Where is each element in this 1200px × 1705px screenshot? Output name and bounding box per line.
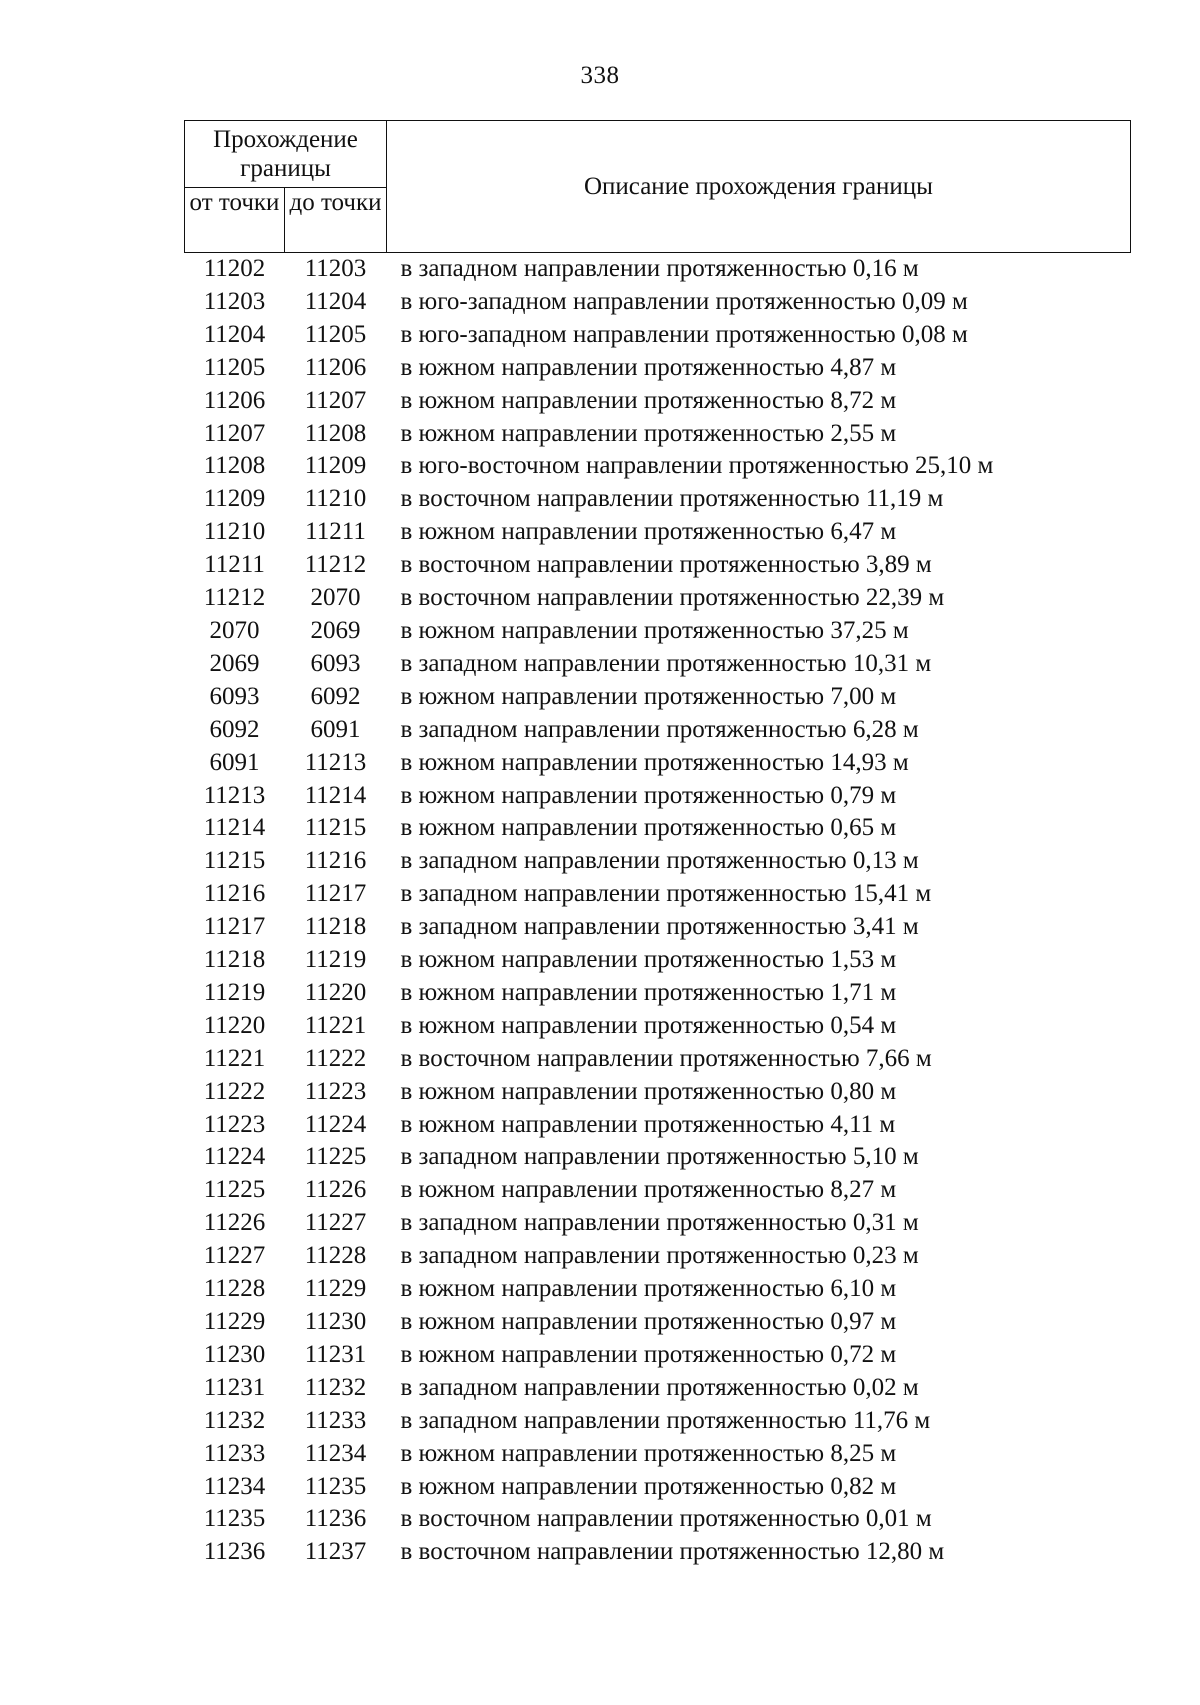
from-point-cell: 11210: [203, 518, 266, 546]
from-point-cell: 2069: [209, 649, 260, 677]
to-point-cell: 11210: [304, 485, 367, 513]
to-point-cell: 11235: [304, 1472, 367, 1500]
table-row: [185, 352, 1131, 385]
from-point-cell: 11230: [203, 1340, 266, 1368]
to-point-cell: 11205: [304, 320, 367, 348]
table-row: [185, 681, 1131, 714]
to-point-cell: 11206: [304, 353, 367, 381]
to-point-cell: 11227: [304, 1209, 367, 1237]
to-point-cell: 11219: [304, 946, 367, 974]
to-point-cell: 11213: [304, 748, 367, 776]
from-point-cell: 11225: [203, 1176, 266, 1204]
from-point-cell: 11213: [203, 781, 266, 809]
table-row: [185, 977, 1131, 1010]
from-point-cell: 11209: [203, 485, 266, 513]
to-point-cell: 11203: [304, 255, 367, 282]
from-point-cell: 6093: [209, 682, 260, 710]
to-point-cell: 6091: [310, 715, 361, 743]
from-point-cell: 11221: [203, 1044, 266, 1072]
to-point-cell: 11204: [304, 287, 367, 315]
description-cell: в западном направлении протяженностью 10,31 м: [400, 649, 932, 677]
from-point-cell: 11220: [203, 1011, 266, 1039]
table-row: [185, 1010, 1131, 1043]
to-point-cell: 11229: [304, 1275, 367, 1303]
to-point-cell: 2070: [310, 584, 361, 612]
from-point-cell: 11217: [203, 913, 266, 941]
to-point-cell: 6092: [310, 682, 361, 710]
from-point-cell: 11236: [203, 1538, 266, 1566]
table-row: [185, 648, 1131, 681]
description-cell: в юго-восточном направлении протяженностью 25,10 м: [400, 452, 994, 480]
to-point-cell: 11211: [305, 518, 366, 546]
table-header: [185, 121, 1131, 253]
description-cell: в южном направлении протяженностью 0,65 м: [400, 814, 897, 842]
description-cell: в южном направлении протяженностью 0,72 м: [400, 1340, 897, 1368]
from-point-cell: 11222: [203, 1077, 266, 1105]
description-cell: в южном направлении протяженностью 0,80 м: [400, 1077, 897, 1105]
from-point-cell: 11234: [203, 1472, 266, 1500]
to-point-cell: 11232: [304, 1373, 367, 1401]
description-cell: в восточном направлении протяженностью 3,89 м: [400, 551, 932, 579]
from-point-cell: 11215: [203, 847, 266, 875]
table-row: [185, 1207, 1131, 1240]
to-point-cell: 11216: [304, 847, 367, 875]
from-point-cell: 11219: [203, 978, 266, 1006]
to-point-cell: 11234: [304, 1439, 367, 1467]
table-row: [185, 319, 1131, 352]
to-point-cell: 6093: [310, 649, 361, 677]
to-point-cell: 11215: [304, 814, 367, 842]
description-cell: в юго-западном направлении протяженностью 0,09 м: [400, 287, 968, 315]
to-point-cell: 11218: [304, 913, 367, 941]
to-point-cell: 11226: [304, 1176, 367, 1204]
description-cell: в южном направлении протяженностью 4,87 м: [400, 353, 897, 381]
table-row: [185, 1438, 1131, 1471]
from-point-cell: 11206: [203, 386, 266, 414]
description-cell: в южном направлении протяженностью 0,82 м: [400, 1472, 897, 1500]
from-point-cell: 11212: [203, 584, 266, 612]
from-point-cell: 11203: [203, 287, 266, 315]
description-cell: в южном направлении протяженностью 8,25 м: [400, 1439, 897, 1467]
table-row: [185, 1339, 1131, 1372]
description-cell: в южном направлении протяженностью 7,00 м: [400, 682, 897, 710]
table-row: [185, 582, 1131, 615]
to-point-cell: 11237: [304, 1538, 367, 1566]
table-row: [185, 418, 1131, 451]
table-row: [185, 385, 1131, 418]
from-point-cell: 11229: [203, 1308, 266, 1335]
description-cell: в южном направлении протяженностью 37,25 м: [400, 616, 909, 644]
description-cell: в западном направлении протяженностью 0,31 м: [400, 1209, 919, 1237]
description-cell: в южном направлении протяженностью 0,79 м: [400, 781, 897, 809]
from-point-cell: 11231: [203, 1373, 266, 1401]
table-row: [185, 1471, 1131, 1504]
description-cell: в восточном направлении протяженностью 11,19 м: [400, 485, 944, 513]
table-row: [185, 944, 1131, 977]
description-cell: в южном направлении протяженностью 14,93 м: [400, 748, 909, 776]
description-cell: в южном направлении протяженностью 1,71 м: [400, 978, 897, 1006]
from-point-cell: 11205: [203, 353, 266, 381]
to-point-cell: 11230: [304, 1308, 367, 1335]
from-point-cell: 11232: [203, 1406, 266, 1434]
description-cell: в юго-западном направлении протяженностью 0,08 м: [400, 320, 968, 348]
table-row: [185, 812, 1131, 845]
to-point-cell: 11225: [304, 1143, 367, 1171]
table-row: [185, 1240, 1131, 1273]
from-point-cell: 2070: [209, 616, 260, 644]
to-point-cell: 11223: [304, 1077, 367, 1105]
table-row: [185, 1405, 1131, 1438]
to-point-cell: 11233: [304, 1406, 367, 1434]
from-point-cell: 11235: [203, 1505, 266, 1533]
from-point-cell: 11211: [204, 551, 265, 579]
description-cell: в западном направлении протяженностью 5,10 м: [400, 1143, 919, 1171]
to-point-cell: 11208: [304, 419, 367, 447]
from-point-cell: 11223: [203, 1110, 266, 1138]
description-cell: в южном направлении протяженностью 0,54 м: [400, 1011, 897, 1039]
to-point-cell: 11207: [304, 386, 367, 414]
table-row: [185, 780, 1131, 813]
table-row: [185, 1141, 1131, 1174]
to-point-cell: 11231: [304, 1340, 367, 1368]
description-cell: в южном направлении протяженностью 6,47 м: [400, 518, 897, 546]
table-row: [185, 747, 1131, 780]
description-cell: в восточном направлении протяженностью 12,80 м: [400, 1538, 945, 1566]
to-point-cell: 11209: [304, 452, 367, 480]
description-cell: в южном направлении протяженностью 1,53 м: [400, 946, 897, 974]
table-row: [185, 1273, 1131, 1306]
table-row: [185, 911, 1131, 944]
to-point-cell: 11224: [304, 1110, 367, 1138]
description-cell: в западном направлении протяженностью 0,02 м: [400, 1373, 919, 1401]
boundary-table: [184, 120, 1131, 1569]
from-point-cell: 11207: [203, 419, 266, 447]
table-row: [185, 1503, 1131, 1536]
to-point-cell: 11222: [304, 1044, 367, 1072]
from-point-cell: 11227: [203, 1242, 266, 1270]
from-point-cell: 11233: [203, 1439, 266, 1467]
table-row: [185, 1372, 1131, 1405]
description-cell: в восточном направлении протяженностью 22,39 м: [400, 584, 945, 612]
table-row: [185, 1043, 1131, 1076]
to-point-cell: 11220: [304, 978, 367, 1006]
table-row: [185, 878, 1131, 911]
description-cell: в восточном направлении протяженностью 0,01 м: [400, 1505, 932, 1533]
from-point-cell: 11214: [203, 814, 266, 842]
description-cell: в западном направлении протяженностью 0,23 м: [400, 1242, 919, 1270]
description-cell: в западном направлении протяженностью 6,28 м: [400, 715, 919, 743]
table-row: [185, 1536, 1131, 1569]
table-row: [185, 286, 1131, 319]
table-body: [185, 253, 1131, 1570]
to-point-cell: 11228: [304, 1242, 367, 1270]
description-cell: в южном направлении протяженностью 0,97 м: [400, 1308, 897, 1335]
table-row: [185, 1174, 1131, 1207]
description-cell: в западном направлении протяженностью 15,41 м: [400, 880, 932, 908]
from-point-cell: 11226: [203, 1209, 266, 1237]
from-point-cell: 6092: [209, 715, 260, 743]
table-row: [185, 1109, 1131, 1142]
table-row: [185, 845, 1131, 878]
table-row: [185, 615, 1131, 648]
description-cell: в восточном направлении протяженностью 7,66 м: [400, 1044, 932, 1072]
description-cell: в западном направлении протяженностью 0,13 м: [400, 847, 919, 875]
table-row: [185, 1306, 1131, 1339]
description-cell: в южном направлении протяженностью 2,55 м: [400, 419, 897, 447]
table-row: [185, 714, 1131, 747]
from-point-cell: 11208: [203, 452, 266, 480]
description-cell: в южном направлении протяженностью 4,11 м: [400, 1110, 896, 1138]
from-point-cell: 11218: [203, 946, 266, 974]
header-boundary-passage: Прохождение границы: [185, 121, 387, 188]
to-point-cell: 11236: [304, 1505, 367, 1533]
from-point-cell: 6091: [209, 748, 260, 776]
to-point-cell: 11212: [304, 551, 367, 579]
description-cell: в южном направлении протяженностью 8,72 м: [400, 386, 897, 414]
from-point-cell: 11216: [203, 880, 266, 908]
table-row: [185, 516, 1131, 549]
from-point-cell: 11224: [203, 1143, 266, 1171]
to-point-cell: 2069: [310, 616, 361, 644]
table-row: [185, 450, 1131, 483]
from-point-cell: 11202: [203, 255, 266, 282]
to-point-cell: 11217: [304, 880, 367, 908]
to-point-cell: 11221: [304, 1011, 367, 1039]
description-cell: в южном направлении протяженностью 6,10 м: [400, 1275, 897, 1303]
description-cell: в западном направлении протяженностью 3,41 м: [400, 913, 919, 941]
description-cell: в западном направлении протяженностью 0,16 м: [400, 255, 919, 282]
to-point-cell: 11214: [304, 781, 367, 809]
from-point-cell: 11228: [203, 1275, 266, 1303]
from-point-cell: 11204: [203, 320, 266, 348]
description-cell: в западном направлении протяженностью 11,76 м: [400, 1406, 931, 1434]
header-description: Описание прохождения границы: [387, 121, 1131, 253]
page-number: 338: [580, 62, 620, 89]
header-from-point: от точки: [185, 188, 285, 253]
header-to-point: до точки: [285, 188, 387, 253]
table-row: [185, 549, 1131, 582]
description-cell: в южном направлении протяженностью 8,27 м: [400, 1176, 897, 1204]
table-row: [185, 253, 1131, 286]
table-row: [185, 1076, 1131, 1109]
table-row: [185, 483, 1131, 516]
